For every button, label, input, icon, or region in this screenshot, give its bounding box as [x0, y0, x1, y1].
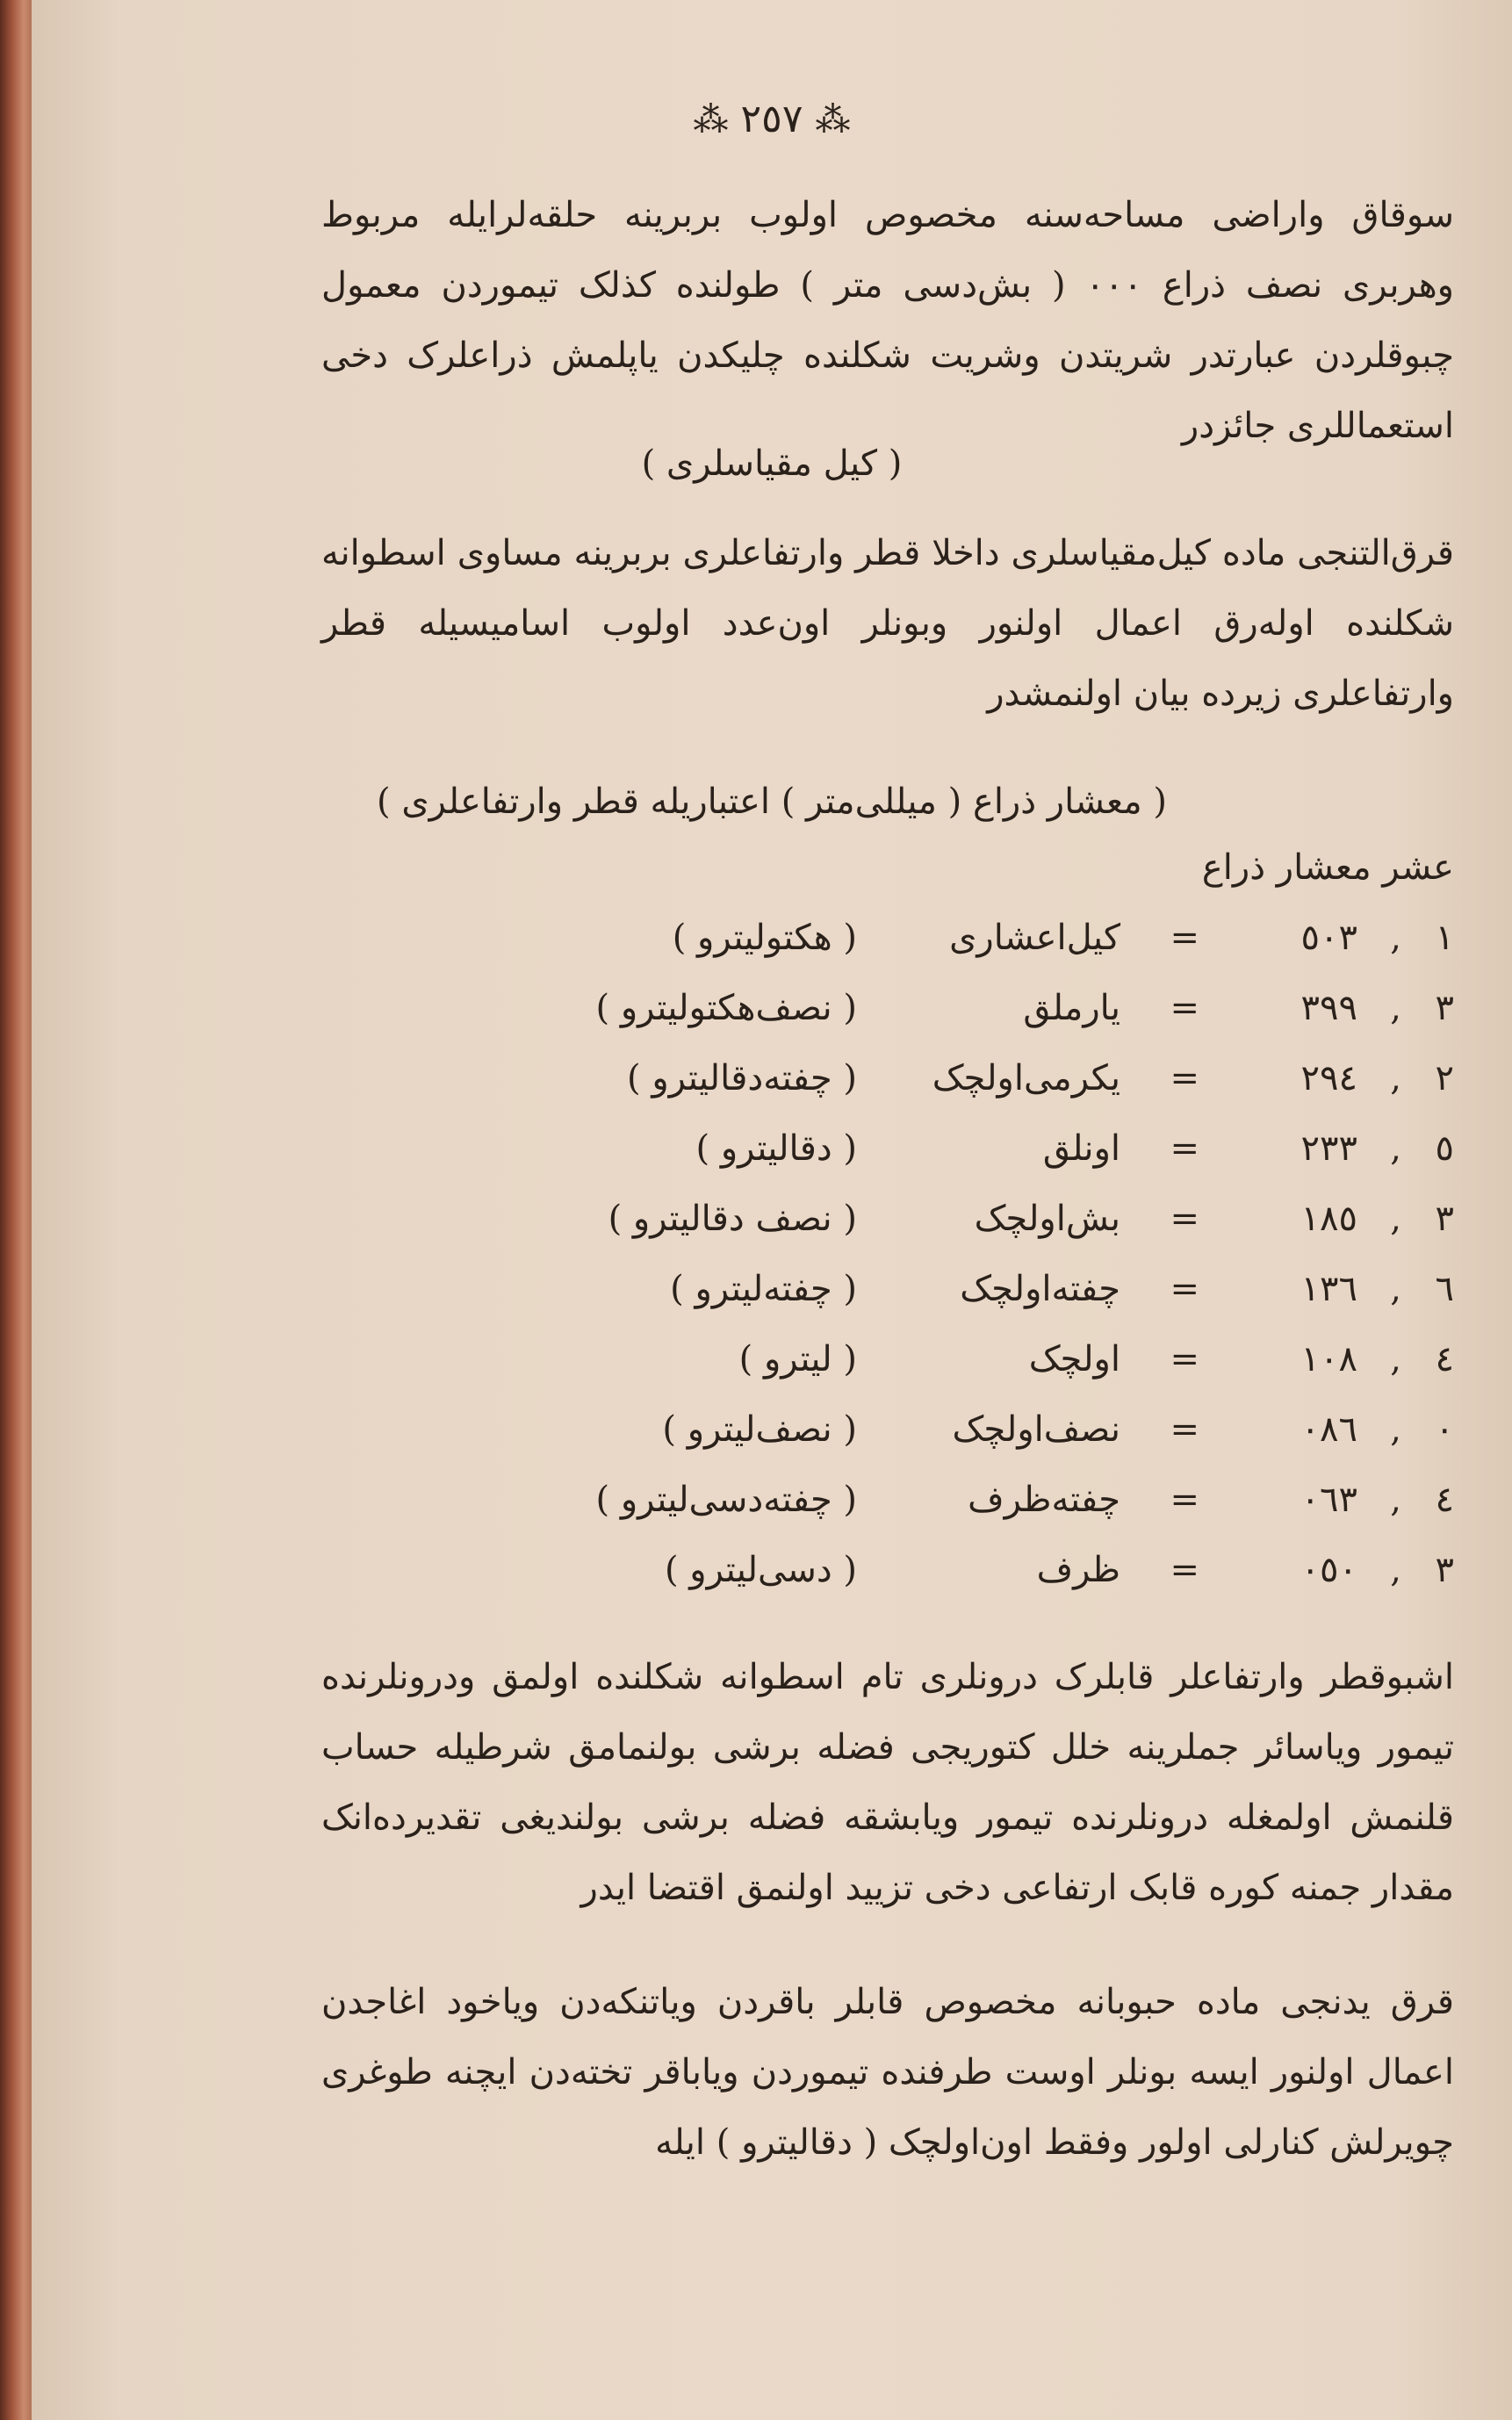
- row-metric-name: ( دقالیترو ): [695, 1128, 857, 1169]
- row-metric-name: ( دسی‌لیترو ): [664, 1550, 857, 1590]
- row-integer: ٦: [1435, 1269, 1454, 1309]
- row-measure-name: کیل‌اعشاری: [949, 918, 1120, 958]
- row-equals: =: [1170, 1480, 1199, 1520]
- row-measure-name: ظرف: [1036, 1550, 1120, 1590]
- row-decimal: ١٣٦: [1300, 1269, 1357, 1309]
- row-measure-name: چفته‌اولچک: [960, 1269, 1120, 1309]
- table-row: [321, 1128, 1454, 1199]
- row-equals: =: [1170, 1550, 1199, 1590]
- row-comma: ,: [1390, 1199, 1401, 1239]
- row-integer: ٣: [1435, 1550, 1454, 1590]
- row-metric-name: ( هکتولیترو ): [672, 918, 857, 958]
- row-measure-name: چفته‌ظرف: [968, 1480, 1120, 1520]
- row-equals: =: [1170, 918, 1199, 958]
- row-comma: ,: [1390, 1269, 1401, 1309]
- row-decimal: ٣٩٩: [1300, 988, 1357, 1028]
- row-integer: ٤: [1435, 1480, 1454, 1520]
- row-measure-name: بش‌اولچک: [974, 1199, 1120, 1239]
- book-page: [32, 0, 1512, 2420]
- paragraph-3: اشبوقطر وارتفاعلر قابلرک درونلری تام اسطوانه شکلنده اولمق ودرونلرنده تیمور ویاسائر جملرینه خلل کتوریجی فضله برشی بولنمامق شرطیله حساب قلنمش اولمغله درونلرنده تیمور ویابشقه فضله برشی بولندیغی تقدیرده‌انک مقدار جمنه کوره قابک ارتفاعی دخی تزیید اولنمق اقتضا ایدر: [321, 1657, 1454, 1908]
- row-comma: ,: [1390, 1550, 1401, 1590]
- row-comma: ,: [1390, 1480, 1401, 1520]
- row-measure-name: یارملق: [1023, 988, 1120, 1028]
- row-decimal: ٠٥٠: [1300, 1550, 1357, 1590]
- row-metric-name: ( نصف‌هکتولیترو ): [595, 988, 857, 1028]
- table-row: [321, 1058, 1454, 1128]
- row-metric-name: ( چفته‌لیترو ): [670, 1269, 857, 1309]
- table-row: [321, 1409, 1454, 1480]
- units-label: عشر معشار ذراع: [1201, 847, 1454, 888]
- row-integer: ٠: [1435, 1409, 1454, 1450]
- row-measure-name: نصف‌اولچک: [952, 1409, 1120, 1450]
- row-decimal: ٠٨٦: [1300, 1409, 1357, 1450]
- table-row: [321, 1480, 1454, 1550]
- row-comma: ,: [1390, 1409, 1401, 1450]
- table-row: [321, 918, 1454, 988]
- paragraph-1: سوقاق واراضی مساحه‌سنه مخصوص اولوب بربرینه حلقه‌لرایله مربوط وهربری نصف ذراع ٠٠٠ ( بش‌دسی متر ) طولنده کذلک تیموردن معمول چبوقلردن عبارتدر شریتدن وشریت شکلنده چلیکدن یاپلمش ذراعلرک دخی استعماللری جائزدر: [321, 195, 1454, 446]
- paragraph-4: قرق یدنجی ماده حبوبانه مخصوص قابلر باقردن ویاتنکه‌دن ویاخود اغاجدن اعمال اولنور ایسه بونلر اوست طرفنده تیموردن ویاباقر تخته‌دن ایچنه طوغری چویرلش کنارلی اولور وفقط اون‌اولچک ( دقالیترو ) ایله: [321, 1982, 1454, 2163]
- row-integer: ٢: [1435, 1058, 1454, 1098]
- row-comma: ,: [1390, 988, 1401, 1028]
- ornament-right: ⁂: [693, 100, 729, 140]
- row-measure-name: اولچک: [1028, 1339, 1120, 1379]
- table-row: [321, 1199, 1454, 1269]
- table-row: [321, 1269, 1454, 1339]
- ornament-left: ⁂: [815, 100, 851, 140]
- page-number: ٢٥٧: [740, 97, 803, 141]
- row-integer: ١: [1435, 918, 1454, 958]
- row-comma: ,: [1390, 1058, 1401, 1098]
- row-integer: ٣: [1435, 988, 1454, 1028]
- row-integer: ٥: [1435, 1128, 1454, 1169]
- row-decimal: ٢٩٤: [1300, 1058, 1357, 1098]
- row-metric-name: ( چفته‌دقالیترو ): [627, 1058, 857, 1098]
- book-binding-edge: [0, 0, 32, 2420]
- row-equals: =: [1170, 988, 1199, 1028]
- section-heading-kil: ( کیل مقیاسلری ): [641, 443, 903, 484]
- row-integer: ٤: [1435, 1339, 1454, 1379]
- row-measure-name: اونلق: [1042, 1128, 1120, 1169]
- row-equals: =: [1170, 1409, 1199, 1450]
- page-header: [32, 97, 1512, 141]
- paragraph-2: قرق‌التنجی ماده کیل‌مقیاسلری داخلا قطر وارتفاعلری بربرینه مساوی اسطوانه شکلنده اوله‌رق اعمال اولنور وبونلر اون‌عدد اولوب اسامیسیله قطر وارتفاعلری زیرده بیان اولنمشدر: [321, 533, 1454, 714]
- row-comma: ,: [1390, 918, 1401, 958]
- row-decimal: ١٨٥: [1300, 1199, 1357, 1239]
- table-heading: ( معشار ذراع ( میللی‌متر ) اعتباریله قطر وارتفاعلری ): [377, 781, 1167, 822]
- row-equals: =: [1170, 1128, 1199, 1169]
- table-row: [321, 988, 1454, 1058]
- row-integer: ٣: [1435, 1199, 1454, 1239]
- row-equals: =: [1170, 1058, 1199, 1098]
- row-equals: =: [1170, 1269, 1199, 1309]
- row-decimal: ٢٣٣: [1300, 1128, 1357, 1169]
- row-decimal: ١٠٨: [1300, 1339, 1357, 1379]
- row-metric-name: ( لیترو ): [738, 1339, 857, 1379]
- table-row: [321, 1339, 1454, 1409]
- row-equals: =: [1170, 1339, 1199, 1379]
- row-decimal: ٠٦٣: [1300, 1480, 1357, 1520]
- table-row: [321, 1550, 1454, 1620]
- row-metric-name: ( نصف‌لیترو ): [662, 1409, 857, 1450]
- row-metric-name: ( نصف دقالیترو ): [608, 1199, 857, 1239]
- row-equals: =: [1170, 1199, 1199, 1239]
- row-comma: ,: [1390, 1128, 1401, 1169]
- row-comma: ,: [1390, 1339, 1401, 1379]
- row-metric-name: ( چفته‌دسی‌لیترو ): [595, 1480, 857, 1520]
- row-decimal: ٥٠٣: [1300, 918, 1357, 958]
- row-measure-name: یکرمی‌اولچک: [932, 1058, 1120, 1098]
